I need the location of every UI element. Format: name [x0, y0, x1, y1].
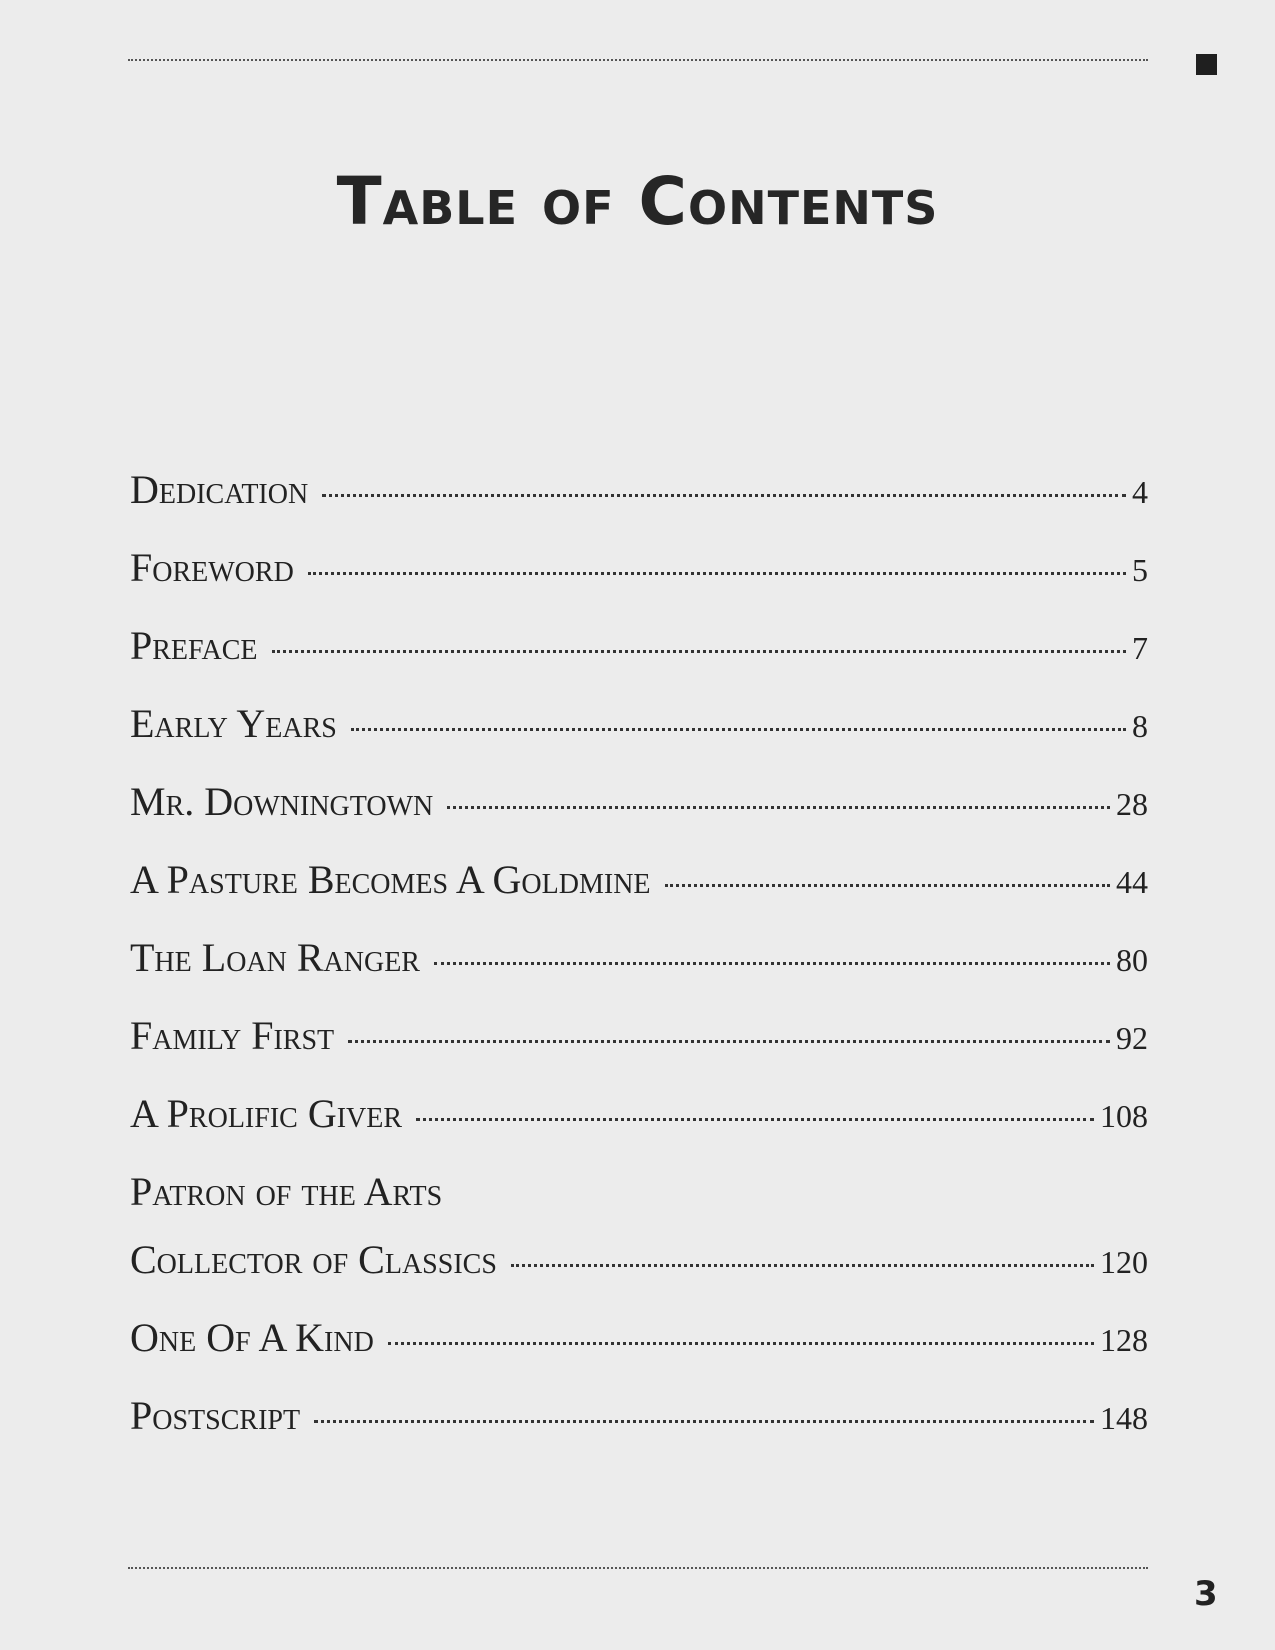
toc-entry — [130, 622, 1148, 672]
toc-entry-label: The Loan Ranger — [130, 935, 420, 980]
toc-entry — [130, 1314, 1148, 1364]
toc-entry-label: Early Years — [130, 701, 337, 746]
corner-square-marker — [1196, 54, 1217, 75]
toc-entry-label: Mr. Downingtown — [130, 779, 434, 824]
toc-entry — [130, 934, 1148, 984]
dot-leader — [351, 728, 1126, 731]
dot-leader — [322, 494, 1126, 497]
toc-entry-page: 148 — [1100, 1400, 1148, 1436]
dot-leader — [434, 962, 1110, 965]
toc-entry-label: Preface — [130, 623, 258, 668]
toc-entry-label: A Prolific Giver — [130, 1091, 403, 1136]
toc-entry-label: Dedication — [130, 467, 309, 512]
toc-entry — [130, 544, 1148, 594]
dot-leader — [348, 1040, 1110, 1043]
toc-entry-page: 5 — [1132, 552, 1148, 588]
toc-entry-page: 128 — [1100, 1322, 1148, 1358]
toc-entry-label-line2: Collector of Classics — [130, 1237, 497, 1282]
toc-entry-label: One Of A Kind — [130, 1315, 374, 1360]
toc-entry-page: 4 — [1132, 474, 1148, 510]
toc-entry — [130, 466, 1148, 516]
toc-entry — [130, 1392, 1148, 1442]
toc-entry-page: 44 — [1116, 864, 1148, 900]
bottom-dotted-rule — [128, 1567, 1148, 1569]
toc-entry-page: 80 — [1116, 942, 1148, 978]
toc-entry — [130, 1090, 1148, 1140]
dot-leader — [314, 1420, 1094, 1423]
dot-leader — [447, 806, 1110, 809]
dot-leader — [665, 884, 1110, 887]
dot-leader — [272, 650, 1126, 653]
dot-leader — [308, 572, 1126, 575]
toc-entry-page: 108 — [1100, 1098, 1148, 1134]
toc-entry — [130, 1012, 1148, 1062]
toc-entry-page: 28 — [1116, 786, 1148, 822]
top-dotted-rule — [128, 59, 1148, 61]
toc-entry — [130, 778, 1148, 828]
toc-entry-label: Foreword — [130, 545, 294, 590]
page-title: Table of Contents — [336, 163, 939, 240]
dot-leader — [416, 1118, 1094, 1121]
dot-leader — [388, 1342, 1094, 1345]
toc-entry — [130, 700, 1148, 750]
table-of-contents-list — [130, 466, 1148, 1470]
toc-entry — [130, 856, 1148, 906]
toc-entry-page: 7 — [1132, 630, 1148, 666]
toc-entry-label: Postscript — [130, 1393, 301, 1438]
toc-entry-label: A Pasture Becomes A Goldmine — [130, 857, 651, 902]
dot-leader — [511, 1264, 1094, 1267]
toc-entry-label: Family First — [130, 1013, 335, 1058]
toc-entry-second-row — [130, 1236, 1148, 1286]
toc-entry-label-line1: Patron of the Arts — [130, 1169, 443, 1214]
toc-entry — [130, 1168, 1148, 1286]
toc-entry-page: 8 — [1132, 708, 1148, 744]
toc-entry-page: 92 — [1116, 1020, 1148, 1056]
page-number: 3 — [1194, 1574, 1218, 1614]
toc-entry-page: 120 — [1100, 1244, 1148, 1280]
